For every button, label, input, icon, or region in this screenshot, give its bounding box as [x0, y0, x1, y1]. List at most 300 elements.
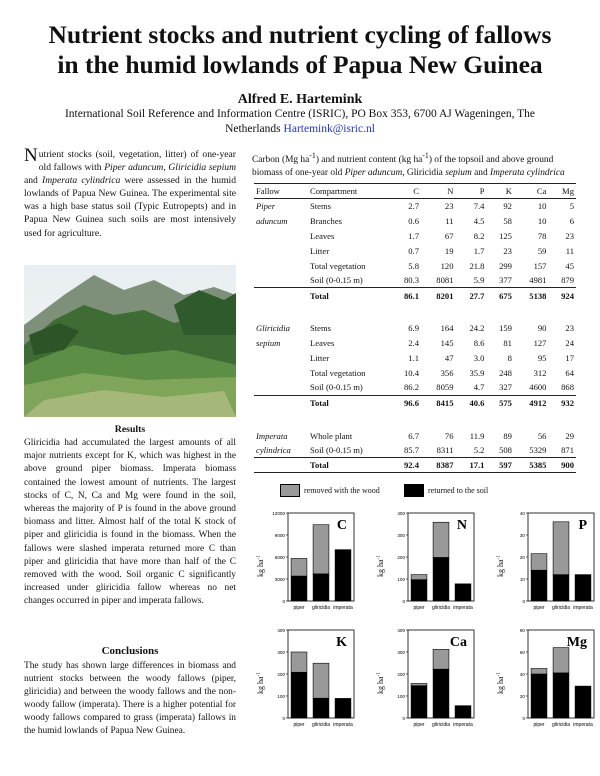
table-row — [254, 443, 576, 458]
y-tick-label: 40 — [519, 511, 525, 516]
x-tick-label: piper — [293, 605, 305, 611]
chart-title: Mg — [566, 635, 587, 650]
value-cell: 8059 — [436, 382, 454, 393]
value-cell: 19 — [444, 245, 454, 256]
value-cell: 8 — [507, 352, 512, 363]
value-cell: 23 — [444, 201, 454, 212]
fallow-name — [254, 458, 308, 473]
value-cell: 90 — [537, 323, 547, 334]
y-axis-label — [376, 555, 385, 577]
value-cell: 24.2 — [469, 323, 485, 334]
y-axis-label-sup: -1 — [376, 672, 382, 677]
bar-returned — [455, 584, 471, 601]
intro-text-2: , — [163, 162, 169, 174]
y-tick-label: 40 — [519, 672, 525, 677]
value-cell: 23 — [565, 230, 574, 241]
value-cell: 1.7 — [408, 230, 419, 241]
total-label: Total — [308, 288, 390, 303]
y-tick-label: 0 — [282, 716, 285, 721]
fallow-name — [254, 273, 308, 288]
value-cell: 10.4 — [403, 367, 419, 378]
y-axis-label-text: kg ha — [496, 676, 505, 694]
y-axis-label-text: kg ha — [256, 559, 265, 577]
total-label: Total — [308, 458, 390, 473]
fallow-name: cylindrica — [256, 445, 291, 456]
y-tick-label: 200 — [397, 555, 405, 560]
value-cell: 5.2 — [473, 445, 485, 456]
y-tick-label: 100 — [397, 577, 405, 582]
compartment-cell: Leaves — [310, 230, 335, 241]
table-row — [254, 380, 576, 395]
value-cell: 145 — [440, 338, 454, 349]
y-tick-label: 400 — [397, 628, 405, 633]
value-cell: 164 — [440, 323, 454, 334]
caption-species-3: Imperata cylindrica — [490, 167, 565, 178]
value-cell: 879 — [561, 275, 574, 286]
chart-svg — [374, 505, 480, 617]
y-tick-label: 0 — [522, 716, 525, 721]
table-total-row — [254, 458, 576, 473]
intro-paragraph — [24, 145, 236, 240]
y-tick-label: 0 — [522, 599, 525, 604]
caption-d: , Gliricidia — [402, 167, 446, 178]
compartment-cell: Leaves — [310, 338, 335, 349]
value-cell: 80.3 — [403, 275, 419, 286]
value-cell: 0.6 — [408, 215, 419, 226]
value-cell: 81 — [503, 338, 512, 349]
x-tick-label: piper — [533, 722, 545, 728]
value-cell: 4600 — [529, 382, 547, 393]
y-axis-label — [376, 672, 385, 694]
value-cell: 125 — [499, 230, 512, 241]
value-cell: 45 — [565, 260, 574, 271]
bar-removed — [531, 669, 547, 675]
value-cell: 10 — [537, 215, 547, 226]
y-tick-label: 80 — [519, 628, 525, 633]
chart-title: C — [336, 518, 347, 533]
value-cell: 11 — [445, 215, 454, 226]
results-heading: Results — [114, 424, 146, 435]
fallow-name: Gliricidia — [256, 323, 290, 334]
legend-swatch-returned — [404, 484, 424, 497]
value-cell: 89 — [503, 430, 512, 441]
caption-a: Carbon (Mg ha — [252, 155, 310, 166]
value-cell: 86.2 — [403, 382, 419, 393]
x-tick-label: gliricidia — [311, 722, 331, 728]
bar-removed — [291, 652, 307, 672]
bar-returned — [313, 698, 329, 718]
value-cell: 24 — [565, 338, 574, 349]
conclusions-heading: Conclusions — [101, 645, 159, 657]
bar-removed — [411, 575, 427, 580]
y-axis-label-text: kg ha — [376, 676, 385, 694]
y-tick-label: 60 — [519, 650, 525, 655]
chart-svg — [374, 622, 480, 734]
x-tick-label: gliricidia — [551, 605, 571, 611]
chart-title: K — [336, 635, 347, 650]
value-cell: 356 — [440, 367, 454, 378]
bar-returned — [291, 672, 307, 718]
bar-returned — [531, 674, 547, 718]
spacer-cell — [254, 303, 576, 321]
table-header-cell: K — [486, 184, 513, 199]
value-cell: 17 — [565, 352, 574, 363]
y-tick-label: 200 — [277, 672, 285, 677]
table-header-row — [254, 184, 576, 199]
y-axis-label-text: kg ha — [376, 559, 385, 577]
chart-k — [254, 622, 354, 732]
y-tick-label: 300 — [397, 533, 405, 538]
y-tick-label: 9000 — [274, 533, 285, 538]
table-row — [254, 351, 576, 366]
y-tick-label: 100 — [277, 694, 285, 699]
table-row — [254, 199, 576, 214]
caption-sup-1: -1 — [309, 151, 316, 160]
value-cell: 5.8 — [408, 260, 419, 271]
value-cell: 23 — [565, 323, 574, 334]
value-cell: 21.8 — [469, 260, 485, 271]
table-header-cell: Ca — [514, 184, 548, 199]
caption-species-2: sepium — [445, 167, 472, 178]
bar-removed — [411, 683, 427, 685]
species-piper: Piper aduncum — [104, 162, 164, 174]
spacer-cell — [254, 410, 576, 428]
bar-returned — [575, 686, 591, 718]
x-tick-label: piper — [413, 722, 425, 728]
bar-removed — [313, 663, 329, 698]
y-tick-label: 300 — [397, 650, 405, 655]
y-tick-label: 300 — [277, 650, 285, 655]
value-cell: 92 — [503, 201, 512, 212]
value-cell: 95 — [537, 352, 547, 363]
value-cell: 1.1 — [408, 352, 419, 363]
table-header-cell: C — [390, 184, 421, 199]
legend-swatch-removed — [280, 484, 300, 497]
bar-removed — [433, 522, 449, 557]
compartment-cell: Whole plant — [310, 430, 353, 441]
bar-returned — [291, 576, 307, 601]
conclusions-text: The study has shown large differences in biomass and nutrient stocks between the woody fallows (piper, gliricidia) and between the woody fallows and the non-woody fallow (imperata). There is a higher potential for woody fallows compared to grass (imperata) fallows in the humid lowlands of Papua New Guinea. — [24, 661, 236, 737]
value-cell: 5.9 — [473, 275, 485, 286]
y-axis-label-sup: -1 — [496, 672, 502, 677]
value-cell: 120 — [440, 260, 454, 271]
fallow-name — [254, 365, 308, 380]
intro-text-3: and — [24, 175, 43, 187]
y-axis-label — [496, 672, 505, 694]
value-cell: 47 — [444, 352, 454, 363]
results-text: Gliricidia had accumulated the largest amounts of all major nutrients except for K, which was highest in the above ground piper biomass. Imperata biomass contained the lowest amount of nutrients. The largest stocks of C, N, Ca and Mg were found in the soil, whereas the majority of P is found in the above ground biomass and litter. Almost half of the total K stock of piper and gliricidia is found in the biomass. When the fallows were slashed imperata returned more C than piper and gliricidia that have more than half of the C removed with the wood. Soil organic C significantly increased under gliricidia fallow whereas no net changes occurred in piper and imperata fallows. — [24, 438, 236, 607]
fallow-name: Piper — [256, 201, 276, 212]
value-cell: 159 — [499, 323, 512, 334]
x-tick-label: imperata — [333, 605, 353, 611]
fallow-landscape-photo — [24, 265, 236, 417]
compartment-cell: Stems — [310, 323, 332, 334]
bar-returned — [433, 669, 449, 718]
total-label: Total — [308, 395, 390, 410]
table-row — [254, 321, 576, 336]
fallow-name: sepium — [256, 338, 281, 349]
affiliation-text: International Soil Reference and Information Centre (ISRIC), PO Box 353, 6700 AJ Wageningen, The Netherlands — [64, 108, 536, 135]
intro-text-1: utrient stocks (soil, vegetation, litter) of one-year old fallows with — [38, 149, 236, 174]
value-cell: 78 — [537, 230, 547, 241]
y-tick-label: 0 — [402, 599, 405, 604]
value-cell: 11.9 — [469, 430, 485, 441]
bar-returned — [553, 575, 569, 601]
total-cell: 924 — [548, 288, 576, 303]
chart-mg — [494, 622, 594, 732]
chart-title: P — [578, 518, 587, 533]
x-tick-label: imperata — [573, 605, 593, 611]
chart-c — [254, 505, 354, 615]
value-cell: 35.9 — [469, 367, 485, 378]
chart-legend — [280, 482, 580, 502]
author-name: Alfred E. Hartemink — [237, 92, 363, 107]
x-tick-label: gliricidia — [431, 605, 451, 611]
table-total-row — [254, 288, 576, 303]
bar-removed — [531, 554, 547, 571]
total-cell: 597 — [486, 458, 513, 473]
total-cell: 4912 — [514, 395, 548, 410]
table-total-row — [254, 395, 576, 410]
total-cell: 86.1 — [390, 288, 421, 303]
value-cell: 2.4 — [408, 338, 419, 349]
y-tick-label: 100 — [397, 694, 405, 699]
y-tick-label: 3000 — [274, 577, 285, 582]
value-cell: 56 — [537, 430, 547, 441]
y-axis-label — [256, 555, 265, 577]
caption-c: ) of the topsoil and above ground biomass of one-year old — [252, 155, 554, 178]
intro-text-4: were assessed in the humid lowlands of Papua New Guinea. The experimental site was a high base status soil (Typic Eutropepts) and in Papua New Guinea such soils are most intensively used for agriculture. — [24, 175, 236, 239]
fallow-name — [254, 351, 308, 366]
y-tick-label: 6000 — [274, 555, 285, 560]
table-header-cell: N — [421, 184, 455, 199]
bar-returned — [335, 698, 351, 718]
value-cell: 4.7 — [473, 382, 485, 393]
y-axis-label — [256, 672, 265, 694]
y-tick-label: 400 — [277, 628, 285, 633]
bar-returned — [335, 550, 351, 601]
y-tick-label: 200 — [397, 672, 405, 677]
value-cell: 85.7 — [403, 445, 419, 456]
table-caption — [252, 150, 582, 179]
compartment-cell: Soil (0-0.15 m) — [310, 445, 363, 456]
value-cell: 67 — [444, 230, 454, 241]
y-axis-label-sup: -1 — [376, 555, 382, 560]
value-cell: 8081 — [436, 275, 454, 286]
author-email-link[interactable]: Hartemink@isric.nl — [283, 123, 375, 135]
value-cell: 29 — [565, 430, 574, 441]
total-cell: 5385 — [514, 458, 548, 473]
y-axis-label-sup: -1 — [496, 555, 502, 560]
bar-removed — [313, 525, 329, 574]
fallow-name — [254, 243, 308, 258]
value-cell: 64 — [565, 367, 574, 378]
fallow-name: Imperata — [256, 430, 288, 441]
compartment-cell: Stems — [310, 201, 332, 212]
table-row — [254, 336, 576, 351]
y-tick-label: 10 — [519, 577, 525, 582]
total-cell: 5138 — [514, 288, 548, 303]
y-axis-label-sup: -1 — [256, 672, 262, 677]
value-cell: 5 — [569, 201, 574, 212]
table-header-cell: Fallow — [254, 184, 308, 199]
value-cell: 59 — [537, 245, 547, 256]
bar-returned — [411, 686, 427, 718]
title-line-1: Nutrient stocks and nutrient cycling of fallows — [48, 20, 552, 49]
compartment-cell: Soil (0-0.15 m) — [310, 275, 363, 286]
table-row — [254, 228, 576, 243]
value-cell: 7.4 — [473, 201, 485, 212]
chart-title: N — [456, 518, 467, 533]
table-row — [254, 365, 576, 380]
caption-e: and — [471, 167, 490, 178]
chart-p — [494, 505, 594, 615]
chart-title: Ca — [449, 635, 467, 650]
bar-returned — [313, 574, 329, 601]
value-cell: 10 — [537, 201, 547, 212]
x-tick-label: gliricidia — [311, 605, 331, 611]
fallow-name: aduncum — [256, 215, 288, 226]
total-cell: 8387 — [421, 458, 455, 473]
total-cell: 8201 — [421, 288, 455, 303]
total-cell: 932 — [548, 395, 576, 410]
table-spacer-row — [254, 410, 576, 428]
bar-returned — [553, 673, 569, 718]
caption-species-1: Piper aduncum — [344, 167, 403, 178]
total-cell: 900 — [548, 458, 576, 473]
x-tick-label: gliricidia — [431, 722, 451, 728]
value-cell: 4981 — [529, 275, 547, 286]
value-cell: 1.7 — [473, 245, 485, 256]
compartment-cell: Soil (0-0.15 m) — [310, 382, 363, 393]
chart-svg — [254, 505, 360, 617]
table-header-cell: P — [455, 184, 486, 199]
drop-cap: N — [24, 145, 38, 166]
species-gliricidia: Gliricidia sepium — [168, 162, 236, 174]
total-cell: 675 — [486, 288, 513, 303]
total-cell: 27.7 — [455, 288, 486, 303]
table-row — [254, 258, 576, 273]
y-axis-label-sup: -1 — [256, 555, 262, 560]
value-cell: 11 — [565, 245, 574, 256]
total-cell: 17.1 — [455, 458, 486, 473]
poster-title — [0, 20, 600, 80]
total-cell: 40.6 — [455, 395, 486, 410]
legend-label-removed: removed with the wood — [304, 486, 380, 495]
value-cell: 23 — [503, 245, 512, 256]
table-row — [254, 273, 576, 288]
y-tick-label: 0 — [402, 716, 405, 721]
value-cell: 5329 — [529, 445, 547, 456]
compartment-cell: Total vegetation — [310, 367, 366, 378]
compartment-cell: Litter — [310, 245, 330, 256]
value-cell: 508 — [499, 445, 512, 456]
fallow-name — [254, 258, 308, 273]
total-cell: 575 — [486, 395, 513, 410]
value-cell: 76 — [444, 430, 454, 441]
chart-svg — [254, 622, 360, 734]
compartment-cell: Litter — [310, 352, 330, 363]
value-cell: 4.5 — [473, 215, 485, 226]
table-spacer-row — [254, 303, 576, 321]
bar-returned — [455, 706, 471, 718]
value-cell: 871 — [561, 445, 574, 456]
value-cell: 0.7 — [408, 245, 419, 256]
y-tick-label: 400 — [397, 511, 405, 516]
bar-returned — [531, 570, 547, 601]
compartment-cell: Branches — [310, 215, 342, 226]
value-cell: 8.6 — [473, 338, 485, 349]
caption-sup-2: -1 — [422, 151, 429, 160]
y-tick-label: 30 — [519, 533, 525, 538]
x-tick-label: imperata — [333, 722, 353, 728]
y-tick-label: 20 — [519, 555, 525, 560]
species-imperata: Imperata cylindrica — [42, 175, 121, 187]
y-tick-label: 20 — [519, 694, 525, 699]
y-tick-label: 12000 — [272, 511, 285, 516]
y-axis-label-text: kg ha — [496, 559, 505, 577]
x-tick-label: gliricidia — [551, 722, 571, 728]
fallow-name — [254, 288, 308, 303]
table-row — [254, 213, 576, 228]
bar-removed — [553, 648, 569, 673]
y-axis-label — [496, 555, 505, 577]
value-cell: 6.7 — [408, 430, 419, 441]
x-tick-label: imperata — [453, 722, 473, 728]
x-tick-label: piper — [533, 605, 545, 611]
bar-returned — [433, 557, 449, 601]
affiliation — [40, 107, 560, 137]
chart-svg — [494, 622, 600, 734]
chart-svg — [494, 505, 600, 617]
fallow-name — [254, 228, 308, 243]
caption-b: ) and nutrient content (kg ha — [315, 155, 423, 166]
total-cell: 96.6 — [390, 395, 421, 410]
table-row — [254, 243, 576, 258]
value-cell: 8.2 — [473, 230, 485, 241]
bar-returned — [575, 575, 591, 601]
bar-returned — [411, 580, 427, 601]
value-cell: 3.0 — [473, 352, 485, 363]
table-header-cell: Compartment — [308, 184, 390, 199]
value-cell: 8311 — [436, 445, 454, 456]
value-cell: 377 — [499, 275, 512, 286]
value-cell: 6 — [569, 215, 574, 226]
fallow-name — [254, 380, 308, 395]
bar-removed — [291, 558, 307, 576]
bar-removed — [553, 522, 569, 575]
value-cell: 2.7 — [408, 201, 419, 212]
value-cell: 312 — [533, 367, 547, 378]
chart-n — [374, 505, 474, 615]
total-cell: 8415 — [421, 395, 455, 410]
table-row — [254, 428, 576, 443]
nutrient-table — [254, 183, 576, 473]
y-tick-label: 0 — [282, 599, 285, 604]
x-tick-label: piper — [293, 722, 305, 728]
title-line-2: in the humid lowlands of Papua New Guinea — [57, 50, 543, 79]
compartment-cell: Total vegetation — [310, 260, 366, 271]
value-cell: 6.9 — [408, 323, 419, 334]
legend-label-returned: returned to the soil — [428, 486, 489, 495]
value-cell: 327 — [499, 382, 512, 393]
value-cell: 157 — [533, 260, 547, 271]
x-tick-label: imperata — [573, 722, 593, 728]
value-cell: 248 — [499, 367, 512, 378]
x-tick-label: imperata — [453, 605, 473, 611]
value-cell: 299 — [499, 260, 512, 271]
fallow-name — [254, 395, 308, 410]
